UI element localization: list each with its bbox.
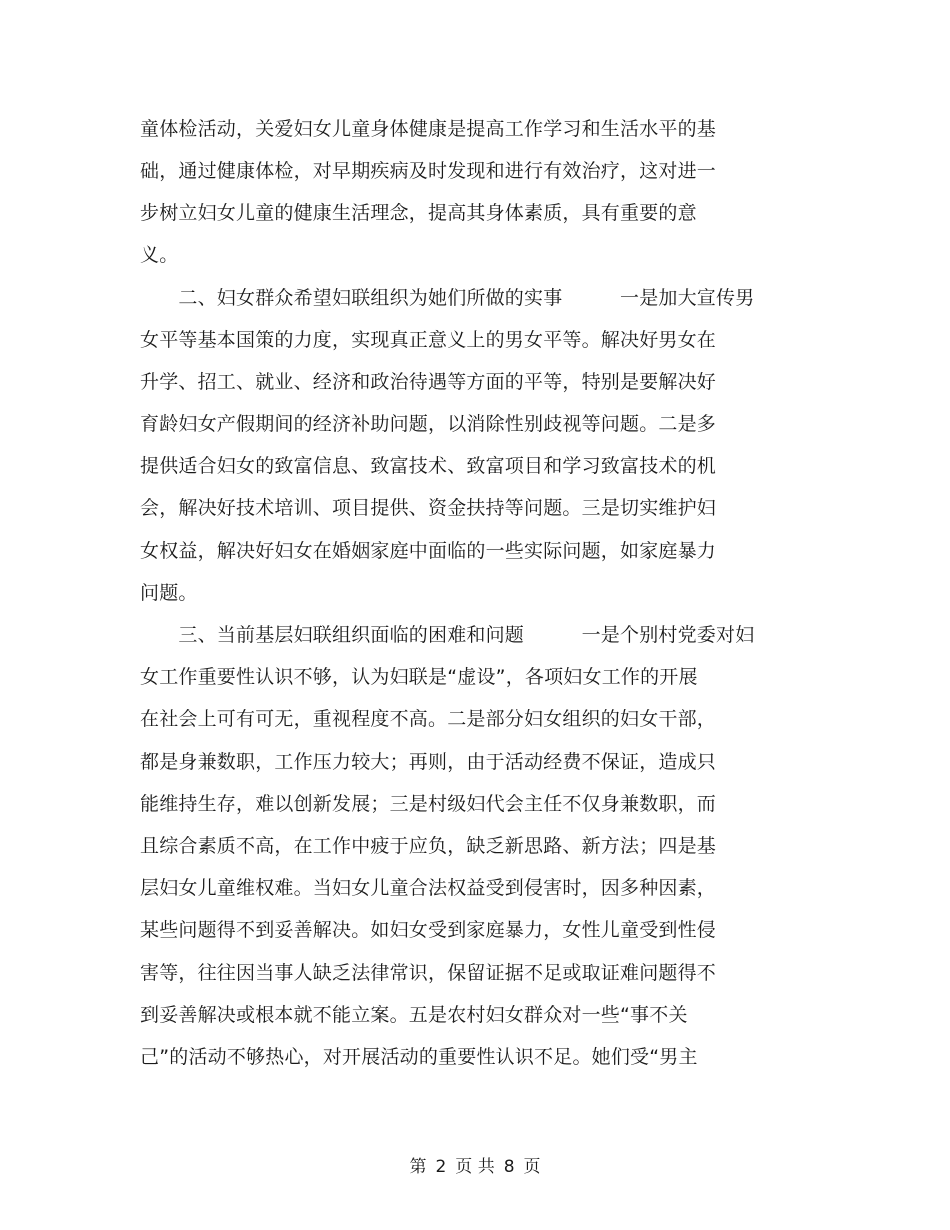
body-text-line: 会，解决好技术培训、项目提供、资金扶持等问题。三是切实维护妇 xyxy=(140,497,717,519)
footer-prefix: 第 xyxy=(409,1157,427,1177)
body-text-line: 在社会上可有可无，重视程度不高。二是部分妇女组织的妇女干部， xyxy=(140,708,717,730)
body-text-line: 义。 xyxy=(140,244,179,266)
body-text-line: 础，通过健康体检，对早期疾病及时发现和进行有效治疗，这对进一 xyxy=(140,160,717,182)
body-text-line: 问题。 xyxy=(140,582,198,604)
body-text-line: 能维持生存，难以创新发展；三是村级妇代会主任不仅身兼数职，而 xyxy=(140,793,717,815)
body-text-line: 都是身兼数职，工作压力较大；再则，由于活动经费不保证，造成只 xyxy=(140,751,717,773)
body-text-line: 己”的活动不够热心，对开展活动的重要性认识不足。她们受“男主 xyxy=(140,1046,698,1068)
body-text-line: 某些问题得不到妥善解决。如妇女受到家庭暴力，女性儿童受到性侵 xyxy=(140,919,717,941)
section-heading-line: 三、当前基层妇联组织面临的困难和问题 一是个别村党委对妇 xyxy=(140,624,755,646)
section-heading-line: 二、妇女群众希望妇联组织为她们所做的实事 一是加大宣传男 xyxy=(140,287,755,309)
body-text-line: 层妇女儿童维权难。当妇女儿童合法权益受到侵害时，因多种因素， xyxy=(140,877,717,899)
body-text-line: 升学、招工、就业、经济和政治待遇等方面的平等，特别是要解决好 xyxy=(140,371,717,393)
page-number-footer xyxy=(0,1152,950,1177)
body-text-line: 步树立妇女儿童的健康生活理念，提高其身体素质，具有重要的意 xyxy=(140,202,697,224)
body-text-line: 女工作重要性认识不够，认为妇联是“虚设”，各项妇女工作的开展 xyxy=(140,666,698,688)
body-text-line: 且综合素质不高，在工作中疲于应负，缺乏新思路、新方法；四是基 xyxy=(140,835,717,857)
body-text-line: 女权益，解决好妇女在婚姻家庭中面临的一些实际问题，如家庭暴力 xyxy=(140,540,717,562)
footer-suffix: 页 xyxy=(523,1157,541,1177)
body-text-line: 女平等基本国策的力度，实现真正意义上的男女平等。解决好男女在 xyxy=(140,329,717,351)
current-page-number: 2 xyxy=(435,1157,447,1177)
body-text-line: 提供适合妇女的致富信息、致富技术、致富项目和学习致富技术的机 xyxy=(140,455,717,477)
footer-mid: 页 共 xyxy=(455,1157,495,1177)
body-text-line: 害等，往往因当事人缺乏法律常识，保留证据不足或取证难问题得不 xyxy=(140,962,717,984)
body-text-line: 到妥善解决或根本就不能立案。五是农村妇女群众对一些“事不关 xyxy=(140,1004,688,1026)
total-page-number: 8 xyxy=(503,1157,515,1177)
body-text-line: 育龄妇女产假期间的经济补助问题，以消除性别歧视等问题。二是多 xyxy=(140,413,717,435)
body-text-line: 童体检活动，关爱妇女儿童身体健康是提高工作学习和生活水平的基 xyxy=(140,118,717,140)
